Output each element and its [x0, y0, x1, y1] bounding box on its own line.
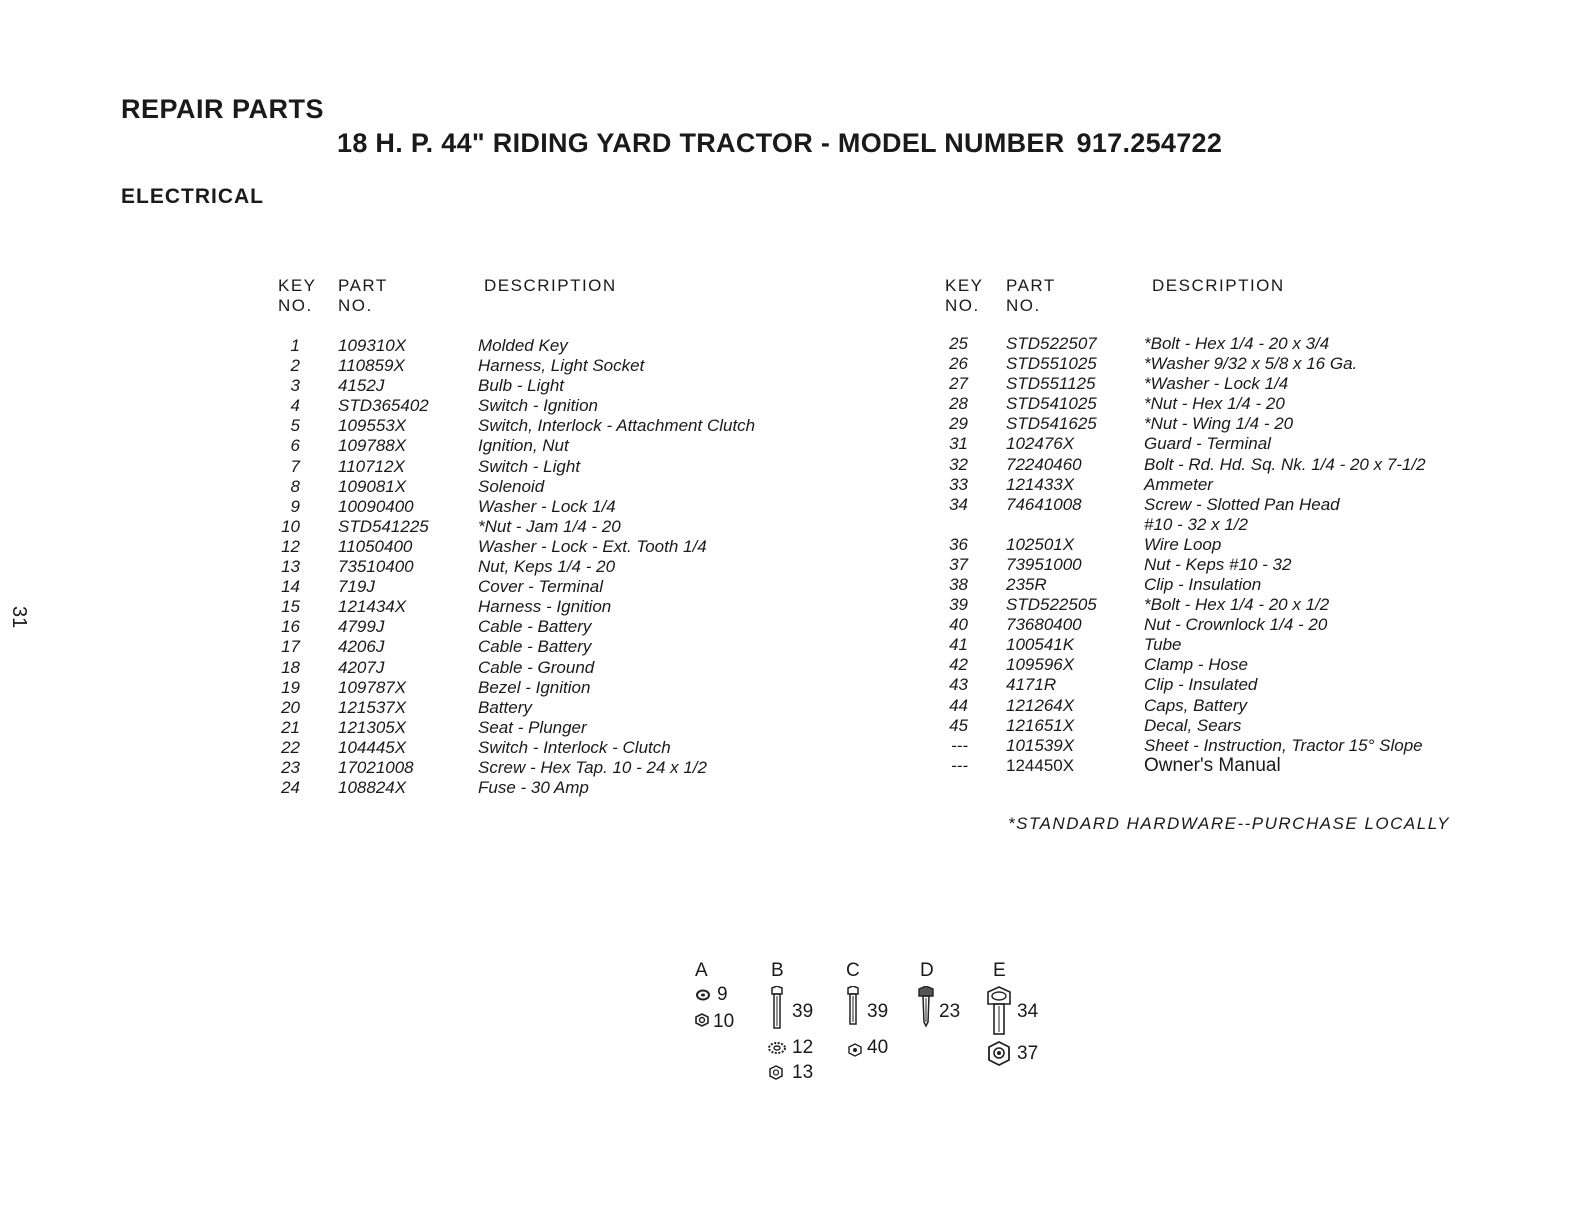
part-number: 110712X: [338, 456, 405, 476]
key-number: 29: [949, 414, 968, 434]
part-description: Cover - Terminal: [478, 577, 604, 597]
part-number: 121264X: [1006, 695, 1075, 715]
part-header-line2: NO.: [1006, 296, 1041, 315]
part-number: 72240460: [1006, 454, 1082, 474]
table-row: [270, 356, 830, 376]
hardware-group-b-label: B: [771, 960, 784, 981]
right-part-header: [1006, 276, 1056, 316]
table-row: [270, 376, 830, 396]
table-row: [270, 436, 830, 456]
part-description: Switch - Ignition: [478, 396, 598, 416]
table-row: [270, 778, 830, 798]
part-description: Switch - Interlock - Clutch: [478, 737, 671, 757]
part-number: 4206J: [338, 637, 385, 657]
part-description: Clamp - Hose: [1144, 655, 1248, 675]
table-row: [938, 655, 1538, 675]
part-description: Seat - Plunger: [478, 717, 587, 737]
left-part-header: [338, 276, 388, 316]
part-description: Clip - Insulated: [1144, 675, 1258, 695]
key-number: 1: [290, 336, 300, 355]
part-number: 110859X: [338, 356, 405, 376]
keps-nut-icon: [766, 1064, 786, 1082]
table-row: [270, 617, 830, 637]
part-number: STD541025: [1006, 394, 1097, 414]
part-description: Caps, Battery: [1144, 695, 1247, 715]
hardware-d-23: 23: [939, 1001, 961, 1022]
hardware-a-10: 10: [713, 1011, 735, 1032]
key-number: 4: [290, 396, 300, 416]
part-description: Clip - Insulation: [1144, 574, 1262, 594]
footnote: *STANDARD HARDWARE--PURCHASE LOCALLY: [1008, 814, 1450, 833]
part-description: Sheet - Instruction, Tractor 15° Slope: [1144, 735, 1423, 755]
right-parts-list: [938, 334, 1538, 776]
part-description: *Washer 9/32 x 5/8 x 16 Ga.: [1144, 354, 1358, 374]
table-row: [938, 756, 1538, 776]
key-header-line2: NO.: [278, 296, 313, 315]
hardware-c-39: 39: [867, 1001, 889, 1022]
table-row: [938, 455, 1538, 475]
hardware-b-39: 39: [792, 1001, 814, 1022]
table-row: [270, 738, 830, 758]
key-number: 14: [281, 577, 300, 597]
part-number: 4152J: [338, 376, 385, 396]
part-number: 121651X: [1006, 715, 1075, 735]
key-number: 33: [949, 474, 968, 494]
table-row: [270, 336, 830, 356]
key-number: 39: [949, 595, 968, 615]
table-row: [938, 696, 1538, 716]
part-number: 102501X: [1006, 534, 1075, 554]
key-number: 13: [281, 557, 300, 577]
key-number: 27: [949, 374, 968, 394]
part-number: 108824X: [338, 778, 407, 798]
hex-tap-screw-icon: [917, 986, 935, 1028]
hardware-e-34: 34: [1017, 1001, 1039, 1022]
part-number: 4207J: [338, 657, 385, 677]
part-description: Screw - Slotted Pan Head: [1144, 494, 1340, 514]
part-number: 121433X: [1006, 474, 1075, 494]
part-number: 109310X: [338, 336, 407, 355]
part-description: Ignition, Nut: [478, 436, 569, 456]
table-row: [270, 477, 830, 497]
key-number: 26: [949, 354, 968, 374]
table-row: [270, 457, 830, 477]
part-description: Nut, Keps 1/4 - 20: [478, 557, 616, 577]
right-key-header: [945, 276, 984, 316]
part-description: Owner's Manual: [1144, 754, 1281, 776]
part-number: 73680400: [1006, 615, 1082, 635]
key-number: 43: [949, 675, 968, 695]
table-row: [270, 637, 830, 657]
part-description: Switch, Interlock - Attachment Clutch: [478, 416, 756, 436]
jam-nut-icon: [693, 1013, 711, 1027]
key-number: 15: [281, 597, 300, 617]
table-row: [938, 675, 1538, 695]
key-number: ---: [951, 735, 968, 755]
part-number: 121305X: [338, 717, 407, 737]
part-number: STD522505: [1006, 595, 1097, 615]
part-description: *Nut - Wing 1/4 - 20: [1144, 414, 1294, 434]
part-number: 4799J: [338, 617, 385, 637]
part-number: 10090400: [338, 496, 414, 516]
hardware-e-37: 37: [1017, 1043, 1039, 1064]
key-number: 6: [290, 436, 300, 456]
key-number: 21: [281, 717, 300, 737]
table-row: [270, 537, 830, 557]
part-description: Harness - Ignition: [478, 597, 612, 617]
part-description: Solenoid: [478, 476, 545, 496]
table-row: [270, 517, 830, 537]
table-row: [270, 758, 830, 778]
part-number: STD365402: [338, 396, 429, 416]
part-description: Fuse - 30 Amp: [478, 778, 589, 798]
part-number: 109081X: [338, 476, 407, 496]
table-row: [938, 575, 1538, 595]
table-row: [938, 555, 1538, 575]
key-number: 10: [281, 516, 300, 536]
part-description: *Bolt - Hex 1/4 - 20 x 3/4: [1144, 334, 1330, 353]
page-number: 31: [8, 606, 30, 629]
part-description: Bolt - Rd. Hd. Sq. Nk. 1/4 - 20 x 7-1/2: [1144, 454, 1426, 474]
part-description: Bulb - Light: [478, 376, 564, 396]
part-description: *Nut - Jam 1/4 - 20: [478, 516, 621, 536]
part-number: 17021008: [338, 757, 414, 777]
key-number: 12: [281, 536, 300, 556]
part-number: STD551125: [1006, 374, 1096, 394]
key-number: 3: [290, 376, 300, 396]
lock-washer-icon: [695, 988, 711, 1002]
part-number: STD541625: [1006, 414, 1097, 434]
key-number: 40: [949, 615, 968, 635]
part-description: Cable - Ground: [478, 657, 595, 677]
hex-bolt-icon: [845, 986, 861, 1026]
part-description: Cable - Battery: [478, 617, 592, 637]
key-number: 5: [290, 416, 300, 436]
key-number: 32: [949, 454, 968, 474]
table-row: [270, 577, 830, 597]
hardware-a-9: 9: [717, 984, 728, 1005]
key-number: 23: [281, 757, 300, 777]
part-number: STD541225: [338, 516, 429, 536]
part-number: 73951000: [1006, 554, 1082, 574]
part-description-cont: #10 - 32 x 1/2: [1144, 514, 1248, 534]
table-row: [270, 678, 830, 698]
hex-bolt-icon: [769, 986, 785, 1030]
table-row: [270, 497, 830, 517]
part-description: Switch - Light: [478, 456, 581, 476]
part-number: STD551025: [1006, 354, 1097, 374]
pan-head-screw-icon: [986, 986, 1012, 1038]
key-header-line2: NO.: [945, 296, 980, 315]
part-header-line2: NO.: [338, 296, 373, 315]
key-number: 20: [281, 697, 300, 717]
key-number: 45: [949, 715, 968, 735]
table-row: [938, 374, 1538, 394]
part-description: Battery: [478, 697, 532, 717]
table-row: [938, 716, 1538, 736]
key-number: 16: [281, 617, 300, 637]
part-description: Wire Loop: [1144, 534, 1222, 554]
key-header-line1: KEY: [945, 276, 984, 295]
key-number: 22: [281, 737, 300, 757]
left-description-header: DESCRIPTION: [484, 276, 617, 295]
part-number: 74641008: [1006, 494, 1082, 514]
hardware-b-12: 12: [792, 1037, 814, 1058]
key-number: 38: [949, 574, 968, 594]
table-row: [270, 557, 830, 577]
subsection-title: ELECTRICAL: [121, 185, 264, 208]
crownlock-nut-icon: [846, 1043, 864, 1057]
part-number: 109553X: [338, 416, 407, 436]
hardware-group-c-label: C: [846, 960, 860, 981]
part-number: 73510400: [338, 557, 414, 577]
part-header-line1: PART: [338, 276, 388, 295]
part-number: 4171R: [1006, 675, 1057, 695]
key-number: ---: [951, 755, 968, 775]
model-number: 917.254722: [1076, 128, 1223, 158]
key-number: 44: [949, 695, 968, 715]
hardware-group-a-label: A: [695, 960, 708, 981]
part-description: Decal, Sears: [1144, 715, 1242, 735]
table-row: [270, 718, 830, 738]
part-description: *Washer - Lock 1/4: [1144, 374, 1289, 394]
model-title-text: 18 H. P. 44" RIDING YARD TRACTOR - MODEL NUMBER: [337, 128, 1065, 158]
part-description: Nut - Keps #10 - 32: [1144, 554, 1292, 574]
part-number: 121434X: [338, 597, 407, 617]
key-number: 19: [281, 677, 300, 697]
part-description: Bezel - Ignition: [478, 677, 591, 697]
part-description: Washer - Lock - Ext. Tooth 1/4: [478, 536, 707, 556]
part-number: 101539X: [1006, 735, 1075, 755]
table-row: [938, 535, 1538, 555]
part-number: 109596X: [1006, 655, 1075, 675]
key-number: 7: [290, 456, 300, 476]
table-row: [270, 597, 830, 617]
key-number: 37: [949, 554, 968, 574]
table-row: [938, 354, 1538, 374]
key-number: 25: [949, 334, 968, 353]
table-row: [938, 434, 1538, 454]
part-description: Ammeter: [1144, 474, 1213, 494]
part-number: 104445X: [338, 737, 407, 757]
key-number: 28: [949, 394, 968, 414]
part-number: 719J: [338, 577, 375, 597]
key-number: 2: [290, 356, 300, 376]
part-number: 124450X: [1006, 755, 1075, 775]
table-row: [938, 495, 1538, 535]
key-number: 42: [949, 655, 968, 675]
key-number: 18: [281, 657, 300, 677]
part-number: 11050400: [338, 536, 413, 556]
part-description: *Bolt - Hex 1/4 - 20 x 1/2: [1144, 595, 1330, 615]
part-description: Guard - Terminal: [1144, 434, 1271, 454]
key-number: 24: [281, 778, 300, 798]
keps-nut-icon: [985, 1040, 1013, 1068]
table-row: [938, 595, 1538, 615]
part-number: STD522507: [1006, 334, 1097, 353]
table-row: [270, 416, 830, 436]
part-number: 102476X: [1006, 434, 1075, 454]
right-description-header: DESCRIPTION: [1152, 276, 1285, 295]
key-number: 34: [949, 494, 968, 514]
hardware-b-13: 13: [792, 1062, 814, 1083]
model-title: [337, 128, 1222, 159]
table-row: [270, 658, 830, 678]
key-number: 8: [290, 476, 300, 496]
part-number: 121537X: [338, 697, 407, 717]
table-row: [938, 394, 1538, 414]
table-row: [938, 615, 1538, 635]
table-row: [270, 698, 830, 718]
key-number: 17: [281, 637, 300, 657]
part-description: Washer - Lock 1/4: [478, 496, 616, 516]
ext-tooth-washer-icon: [767, 1041, 787, 1055]
part-description: Cable - Battery: [478, 637, 592, 657]
part-description: Nut - Crownlock 1/4 - 20: [1144, 615, 1328, 635]
part-number: 109788X: [338, 436, 407, 456]
table-row: [938, 635, 1538, 655]
table-row: [938, 736, 1538, 756]
key-number: 31: [949, 434, 968, 454]
part-description: *Nut - Hex 1/4 - 20: [1144, 394, 1285, 414]
part-description: Screw - Hex Tap. 10 - 24 x 1/2: [478, 757, 707, 777]
part-description: Harness, Light Socket: [478, 356, 645, 376]
left-key-header: [278, 276, 317, 316]
table-row: [938, 334, 1538, 354]
key-number: 41: [949, 635, 968, 655]
hardware-group-e-label: E: [993, 960, 1006, 981]
part-description: Tube: [1144, 635, 1182, 655]
part-number: 109787X: [338, 677, 407, 697]
key-number: 36: [949, 534, 968, 554]
part-number: 100541K: [1006, 635, 1075, 655]
left-parts-list: [270, 336, 830, 798]
part-header-line1: PART: [1006, 276, 1056, 295]
hardware-group-d-label: D: [920, 960, 934, 981]
key-number: 9: [290, 496, 300, 516]
hardware-c-40: 40: [867, 1037, 889, 1058]
table-row: [938, 414, 1538, 434]
part-number: 235R: [1006, 574, 1047, 594]
section-title: REPAIR PARTS: [121, 94, 325, 124]
table-row: [938, 475, 1538, 495]
table-row: [270, 396, 830, 416]
part-description: Molded Key: [478, 336, 568, 355]
key-header-line1: KEY: [278, 276, 317, 295]
